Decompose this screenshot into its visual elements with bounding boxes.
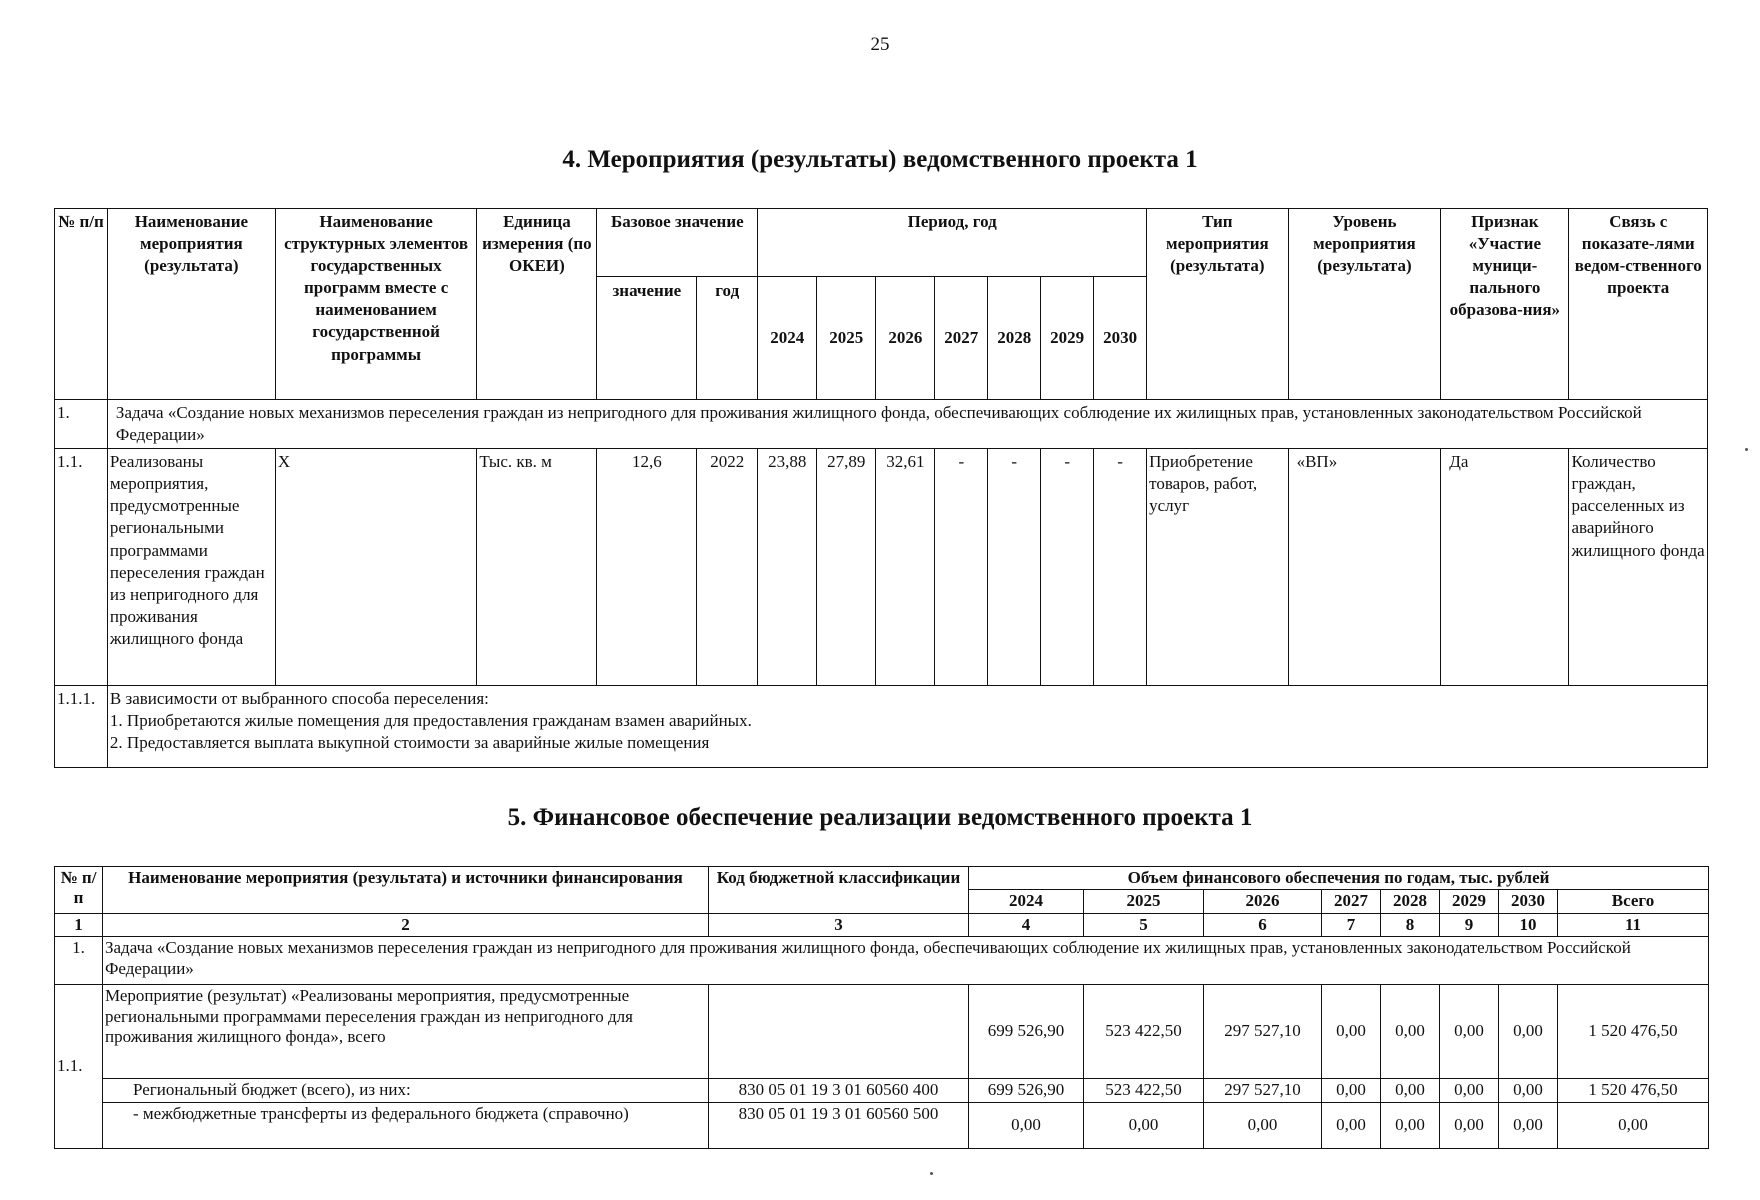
fin-row-value: 297 527,10 xyxy=(1204,1079,1322,1103)
fin-row-value: 699 526,90 xyxy=(969,985,1084,1079)
financing-table xyxy=(54,866,1709,1149)
fin-row-value: 0,00 xyxy=(1204,1103,1322,1149)
task-text: Задача «Создание новых механизмов переселения граждан из непригодного для проживания жилищного фонда, обеспечивающих соблюдение их жилищных прав, установленных законодательством Российской Федерации» xyxy=(107,400,1707,449)
fin-task-num: 1. xyxy=(55,937,103,985)
fin-row-name: - межбюджетные трансферты из федерального бюджета (справочно) xyxy=(103,1103,709,1149)
header-period: Период, год xyxy=(758,209,1147,277)
section-5-title: 5. Финансовое обеспечение реализации ведомственного проекта 1 xyxy=(507,804,1253,831)
header-structural: Наименование структурных элементов государственных программ вместе с наименованием государственной программы xyxy=(275,209,477,400)
fin-header-volume: Объем финансового обеспечения по годам, тыс. рублей xyxy=(969,867,1709,890)
fin-row-value: 0,00 xyxy=(1084,1103,1204,1149)
fin-header-total: Всего xyxy=(1558,890,1709,913)
header-name: Наименование мероприятия (результата) xyxy=(107,209,275,400)
item-level: «ВП» xyxy=(1288,449,1441,686)
header-type: Тип мероприятия (результата) xyxy=(1147,209,1288,400)
item-municipal: Да xyxy=(1441,449,1569,686)
col-number: 10 xyxy=(1499,913,1558,936)
item-year-value: 23,88 xyxy=(758,449,817,686)
item-year-value: 32,61 xyxy=(876,449,935,686)
fin-row-value: 0,00 xyxy=(1499,985,1558,1079)
item-base-year: 2022 xyxy=(697,449,758,686)
fin-row-code: 830 05 01 19 3 01 60560 400 xyxy=(709,1079,969,1103)
fin-row-value: 0,00 xyxy=(1499,1079,1558,1103)
header-link: Связь с показате-лями ведом-ственного проекта xyxy=(1569,209,1708,400)
header-year: 2026 xyxy=(876,277,935,400)
fin-row-value: 0,00 xyxy=(1440,1103,1499,1149)
col-number: 7 xyxy=(1322,913,1381,936)
task-num: 1. xyxy=(55,400,108,449)
fin-row-total: 1 520 476,50 xyxy=(1558,1079,1709,1103)
fin-row-value: 523 422,50 xyxy=(1084,1079,1204,1103)
item-base-value: 12,6 xyxy=(597,449,697,686)
header-base-value: значение xyxy=(597,277,697,400)
page-number: 25 xyxy=(870,34,890,55)
fin-header-year: 2026 xyxy=(1204,890,1322,913)
fin-header-code: Код бюджетной классификации xyxy=(709,867,969,914)
header-year: 2029 xyxy=(1041,277,1094,400)
item-year-value: 27,89 xyxy=(817,449,876,686)
events-table xyxy=(54,208,1708,768)
item-structural: Х xyxy=(275,449,477,686)
item-year-value: - xyxy=(1094,449,1147,686)
fin-row-name: Мероприятие (результат) «Реализованы мероприятия, предусмотренные региональными программами переселения граждан из непригодного для проживания жилищного фонда», всего xyxy=(103,985,709,1079)
note-line: 2. Предоставляется выплата выкупной стоимости за аварийные жилые помещения xyxy=(109,733,710,753)
item-year-value: - xyxy=(1041,449,1094,686)
fin-row-value: 297 527,10 xyxy=(1204,985,1322,1079)
fin-row-value: 0,00 xyxy=(1322,985,1381,1079)
col-number: 9 xyxy=(1440,913,1499,936)
fin-row-value: 0,00 xyxy=(1381,1079,1440,1103)
item-year-value: - xyxy=(988,449,1041,686)
fin-header-year: 2025 xyxy=(1084,890,1204,913)
scan-speck xyxy=(1745,448,1748,451)
header-year: 2025 xyxy=(817,277,876,400)
section-4-title: 4. Мероприятия (результаты) ведомственного проекта 1 xyxy=(562,146,1198,173)
fin-row-value: 0,00 xyxy=(1440,985,1499,1079)
fin-row-code: 830 05 01 19 3 01 60560 500 xyxy=(709,1103,969,1149)
col-number: 5 xyxy=(1084,913,1204,936)
fin-header-year: 2030 xyxy=(1499,890,1558,913)
note-line: В зависимости от выбранного способа переселения: xyxy=(109,689,489,709)
header-year: 2028 xyxy=(988,277,1041,400)
col-number: 2 xyxy=(103,913,709,936)
fin-row-value: 0,00 xyxy=(1499,1103,1558,1149)
fin-row-value: 0,00 xyxy=(1440,1079,1499,1103)
fin-row-value: 0,00 xyxy=(1322,1103,1381,1149)
fin-row-total: 0,00 xyxy=(1558,1103,1709,1149)
header-unit: Единица измерения (по ОКЕИ) xyxy=(477,209,597,400)
col-number: 3 xyxy=(709,913,969,936)
fin-header-year: 2027 xyxy=(1322,890,1381,913)
fin-row-value: 0,00 xyxy=(969,1103,1084,1149)
item-link: Количество граждан, расселенных из аварийного жилищного фонда xyxy=(1569,449,1708,686)
fin-row-total: 1 520 476,50 xyxy=(1558,985,1709,1079)
fin-row-value: 0,00 xyxy=(1381,1103,1440,1149)
note-text xyxy=(107,686,1707,768)
fin-header-name: Наименование мероприятия (результата) и источники финансирования xyxy=(103,867,709,914)
header-level: Уровень мероприятия (результата) xyxy=(1288,209,1441,400)
scan-speck xyxy=(930,1172,933,1175)
col-number: 8 xyxy=(1381,913,1440,936)
col-number: 4 xyxy=(969,913,1084,936)
header-municipal: Признак «Участие муници-пального образова-ния» xyxy=(1441,209,1569,400)
fin-row-value: 523 422,50 xyxy=(1084,985,1204,1079)
fin-header-num: № п/п xyxy=(55,867,103,914)
header-year: 2027 xyxy=(935,277,988,400)
item-year-value: - xyxy=(935,449,988,686)
fin-header-year: 2029 xyxy=(1440,890,1499,913)
fin-item-num: 1.1. xyxy=(55,985,103,1149)
fin-task-text: Задача «Создание новых механизмов переселения граждан из непригодного для проживания жилищного фонда, обеспечивающих соблюдение их жилищных прав, установленных законодательством Российской Федерации» xyxy=(103,937,1709,985)
item-name: Реализованы мероприятия, предусмотренные региональными программами переселения граждан из непригодного для проживания жилищного фонда xyxy=(107,449,275,686)
header-base: Базовое значение xyxy=(597,209,758,277)
note-line: 1. Приобретаются жилые помещения для предоставления гражданам взамен аварийных. xyxy=(109,711,752,731)
header-base-year: год xyxy=(697,277,758,400)
header-year: 2024 xyxy=(758,277,817,400)
item-num: 1.1. xyxy=(55,449,108,686)
header-num: № п/п xyxy=(55,209,108,400)
fin-row-value: 699 526,90 xyxy=(969,1079,1084,1103)
fin-row-name: Региональный бюджет (всего), из них: xyxy=(103,1079,709,1103)
fin-header-year: 2024 xyxy=(969,890,1084,913)
item-type: Приобретение товаров, работ, услуг xyxy=(1147,449,1288,686)
col-number: 11 xyxy=(1558,913,1709,936)
fin-row-value: 0,00 xyxy=(1322,1079,1381,1103)
fin-row-value: 0,00 xyxy=(1381,985,1440,1079)
header-year: 2030 xyxy=(1094,277,1147,400)
fin-header-year: 2028 xyxy=(1381,890,1440,913)
col-number: 6 xyxy=(1204,913,1322,936)
fin-row-code xyxy=(709,985,969,1079)
item-unit: Тыс. кв. м xyxy=(477,449,597,686)
note-num: 1.1.1. xyxy=(55,686,108,768)
col-number: 1 xyxy=(55,913,103,936)
